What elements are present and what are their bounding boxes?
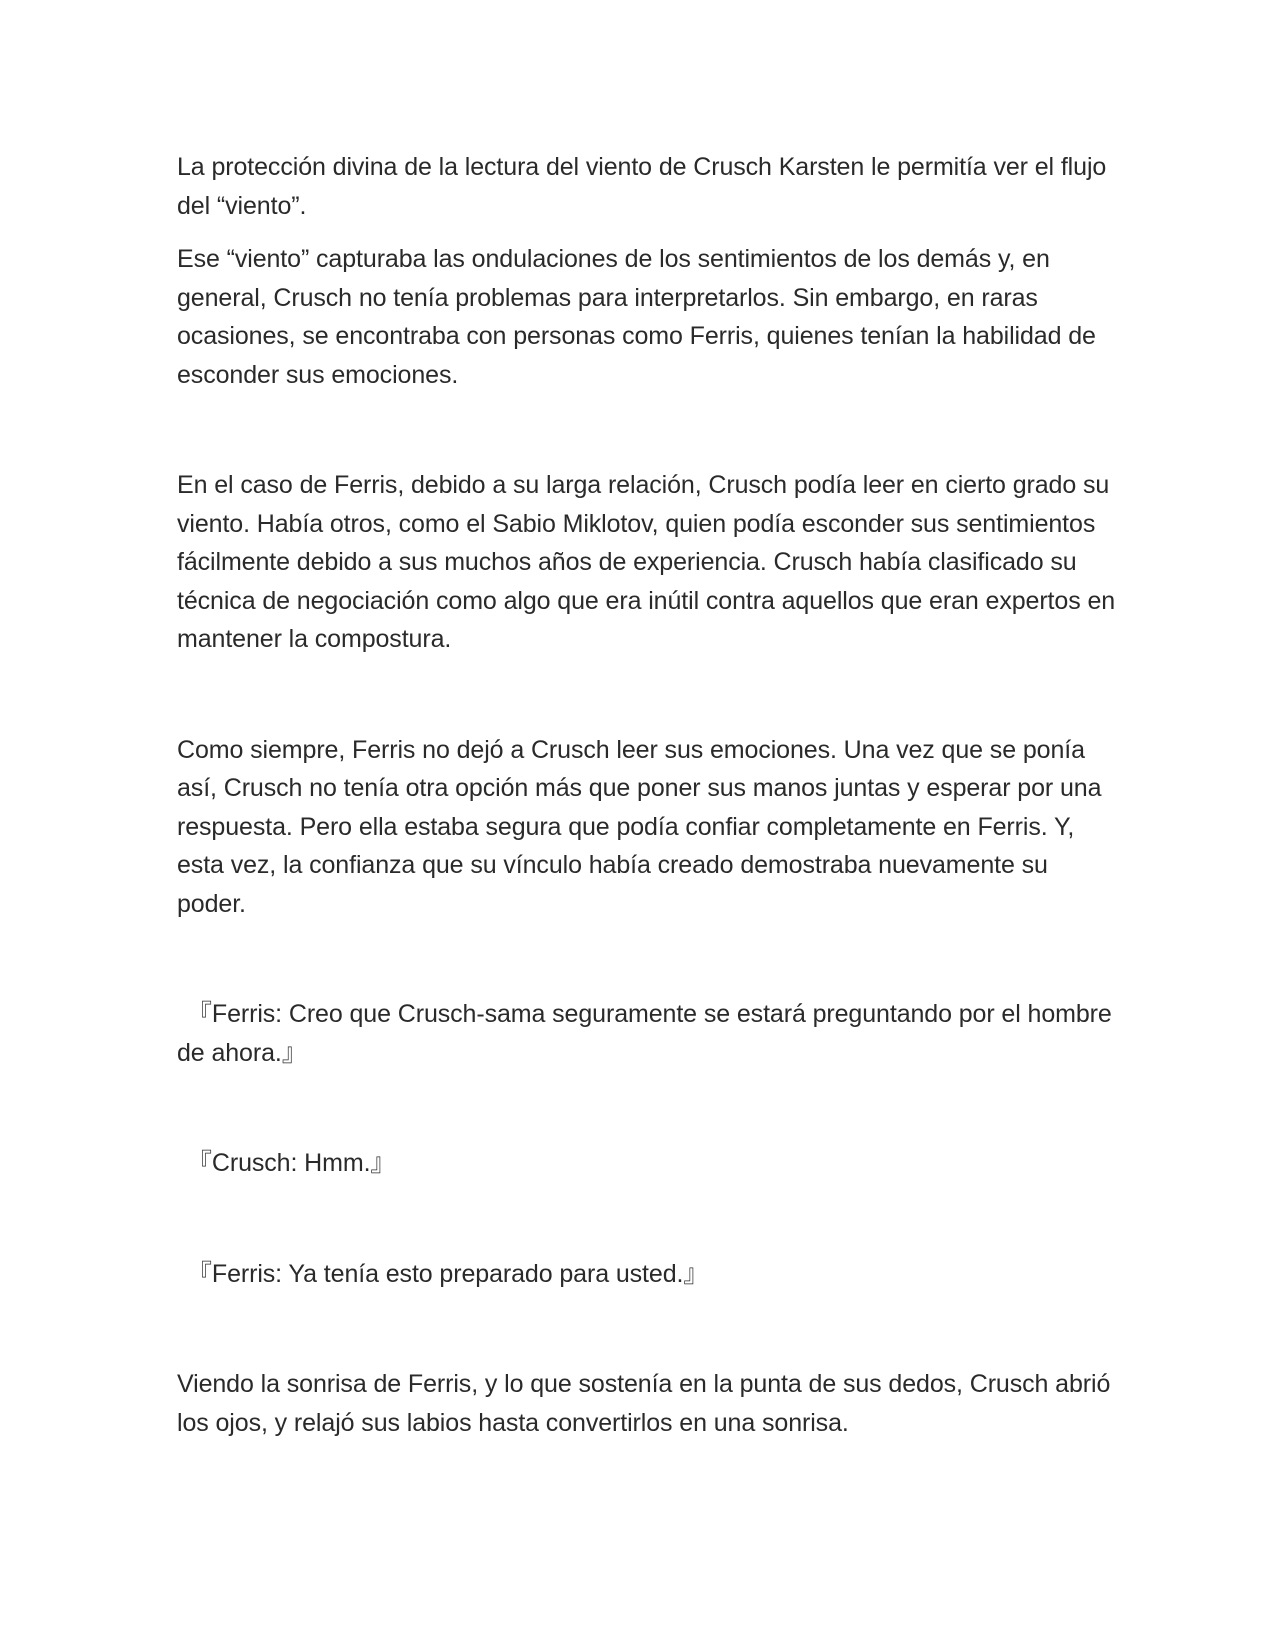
paragraph-3: En el caso de Ferris, debido a su larga relación, Crusch podía leer en cierto grado su viento. Había otros, como el Sabio Miklotov, quien podía esconder sus sentimientos fácilmente debido a sus muchos años de experiencia. Crusch había clasificado su técnica de negociación como algo que era inútil contra aquellos que eran expertos en mantener la compostura. xyxy=(177,471,1116,653)
paragraph-4: Como siempre, Ferris no dejó a Crusch leer sus emociones. Una vez que se ponía así, Crusch no tenía otra opción más que poner sus manos juntas y esperar por una respuesta. Pero ella estaba segura que podía confiar completamente en Ferris. Y, esta vez, la confianza que su vínculo había creado demostraba nuevamente su poder. xyxy=(177,735,1102,918)
dialogue-crusch: 『Crusch: Hmm.』 xyxy=(187,1149,396,1177)
paragraph-final: Viendo la sonrisa de Ferris, y lo que sostenía en la punta de sus dedos, Crusch abrió los ojos, y relajó sus labios hasta convertirlos en una sonrisa. xyxy=(177,1370,1111,1437)
dialogue-ferris-2: 『Ferris: Ya tenía esto preparado para usted.』 xyxy=(187,1259,709,1288)
paragraph-1: La protección divina de la lectura del viento de Crusch Karsten le permitía ver el flujo del “viento”. xyxy=(177,153,1107,220)
document-body xyxy=(177,148,1117,1442)
paragraph-2: Ese “viento” capturaba las ondulaciones de los sentimientos de los demás y, en general, Crusch no tenía problemas para interpretarlos. Sin embargo, en raras ocasiones, se encontraba con personas como Ferris, quienes tenían la habilidad de esconder sus emociones. xyxy=(177,245,1096,389)
dialogue-ferris-1: 『Ferris: Creo que Crusch-sama seguramente se estará preguntando por el hombre de ahora.』 xyxy=(177,1000,1112,1067)
